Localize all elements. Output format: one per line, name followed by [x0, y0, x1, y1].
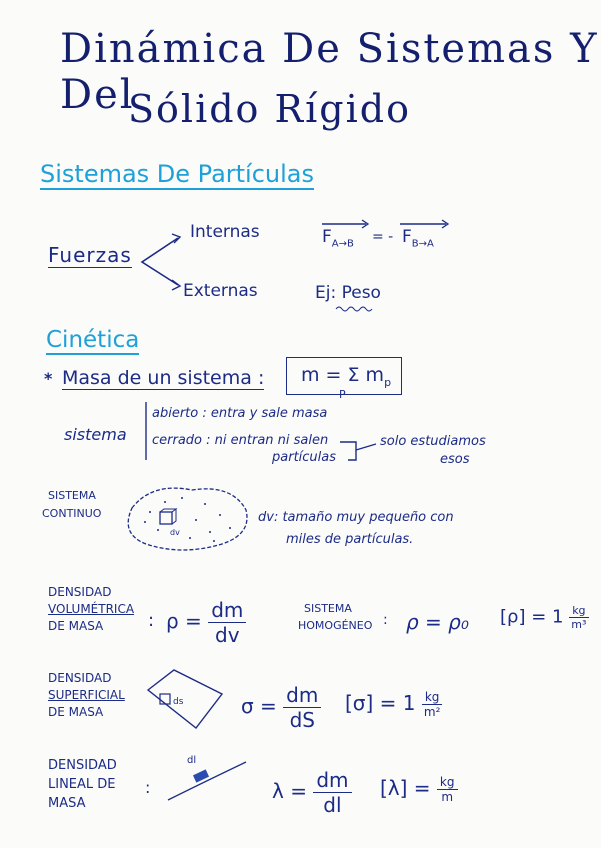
lambda-units: [λ] = $\frac{kg}{m}$	[380, 775, 458, 804]
cerrado-line2: partículas	[272, 450, 337, 465]
heading-sistemas-particulas: Sistemas De Partículas	[40, 160, 315, 188]
rho-units: [ρ] = 1 $\frac{kg}{\text{m³}}$	[500, 604, 589, 631]
vector-fba: $F_{B\to A}$	[402, 227, 434, 250]
page-title-line2: Sólido Rígido	[128, 87, 411, 131]
continuo-label-2: CONTINUO	[42, 507, 102, 520]
sistema-word: sistema	[64, 425, 127, 444]
bullet-star: *	[44, 369, 53, 388]
vector-fab: $F_{A\to B}$	[322, 227, 354, 250]
dens-vol-formula: ρ = $\frac{dm}{dv}$	[166, 598, 246, 647]
dens-vol-label: DENSIDAD VOLUMÉTRICA DE MASA	[48, 585, 135, 633]
heading-cinetica: Cinética	[46, 327, 140, 353]
dens-sup-label: DENSIDAD SUPERFICIAL DE MASA	[48, 671, 125, 719]
dv-desc-2: miles de partículas.	[286, 532, 414, 547]
dv-desc-1: dv: tamaño muy pequeño con	[258, 510, 454, 525]
colon-1: :	[148, 610, 155, 631]
cerrado-line: cerrado : ni entran ni salen	[152, 433, 329, 448]
externas-label: Externas	[183, 281, 258, 301]
page-title-line1: Dinámica De Sistemas Y Del	[60, 26, 599, 118]
dv-inside: dv	[170, 528, 180, 537]
equals-minus: = -	[372, 229, 394, 245]
sigma-units: [σ] = 1 $\frac{kg}{\text{m²}}$	[345, 690, 442, 719]
ejemplo-peso: Ej: Peso	[315, 283, 381, 303]
homogeneo-label: SISTEMA HOMOGÉNEO	[298, 602, 373, 632]
homogeneo-eq: ρ = ρ₀	[406, 610, 469, 634]
masa-formula-box: m = Σ $m_p$ P	[286, 357, 402, 395]
solo-esos: esos	[440, 452, 470, 467]
dens-lin-formula: λ = $\frac{dm}{dl}$	[272, 768, 352, 817]
fuerzas-label: Fuerzas	[48, 243, 132, 267]
colon-3: :	[145, 778, 151, 797]
continuo-label-1: SISTEMA	[48, 489, 96, 502]
abierto-line: abierto : entra y sale masa	[152, 406, 328, 421]
dl-inside: dl	[187, 755, 197, 766]
dens-lin-label: DENSIDAD LINEAL DE MASA	[48, 758, 117, 811]
ds-inside: ds	[173, 697, 184, 707]
colon-homog: :	[383, 612, 388, 628]
solo-estudiamos: solo estudiamos	[380, 434, 486, 449]
masa-sistema-label: Masa de un sistema :	[62, 367, 265, 389]
internas-label: Internas	[190, 222, 260, 242]
dens-sup-formula: σ = $\frac{dm}{dS}$	[241, 683, 321, 732]
